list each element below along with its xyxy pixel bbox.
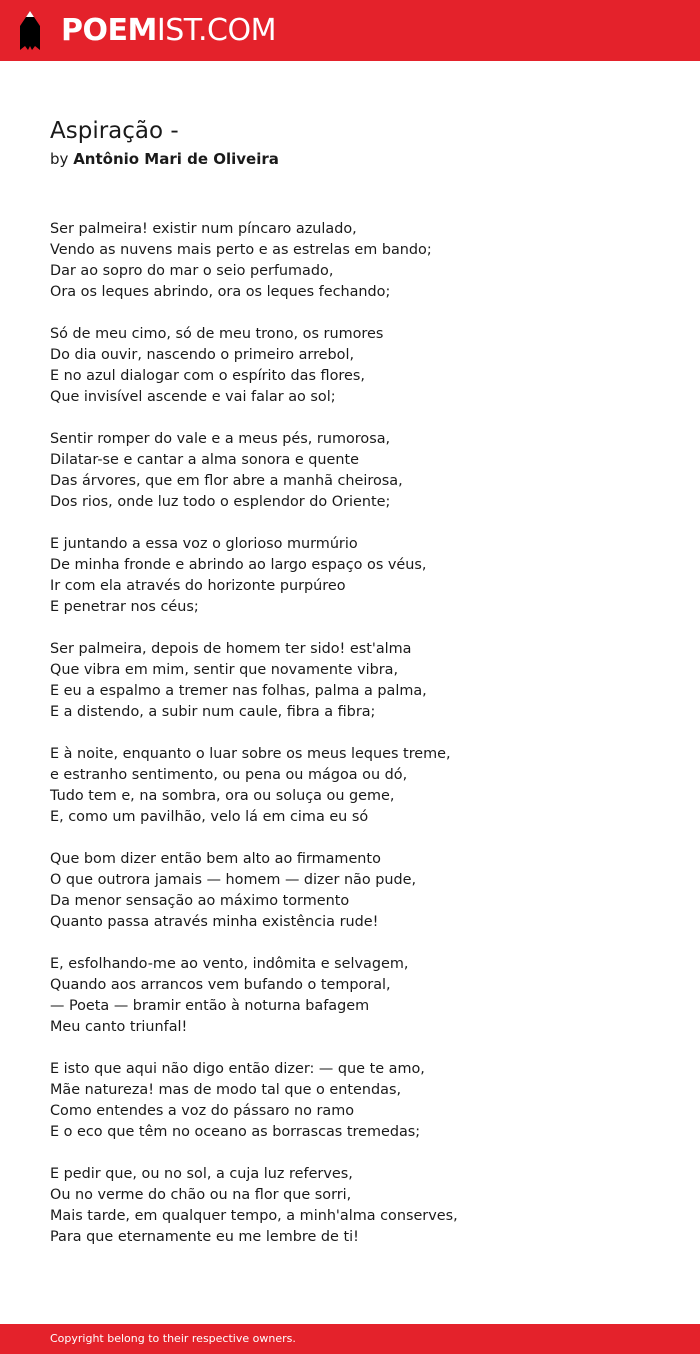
stanza (50, 1164, 670, 1248)
copyright-text: Copyright belong to their respective owners. (50, 1332, 296, 1345)
byline-prefix: by (50, 150, 69, 168)
poem-body (50, 219, 670, 1269)
poem-line: Das árvores, que em flor abre a manhã cheirosa, (50, 473, 403, 489)
poem-line: Que invisível ascende e vai falar ao sol; (50, 389, 336, 405)
pencil-icon (18, 10, 42, 52)
poem-line: Como entendes a voz do pássaro no ramo (50, 1103, 355, 1119)
poem-line: E, como um pavilhão, velo lá em cima eu só (50, 809, 369, 825)
stanza (50, 534, 670, 618)
poem-line: Dar ao sopro do mar o seio perfumado, (50, 263, 334, 279)
site-header (0, 0, 700, 61)
stanza (50, 639, 670, 723)
poem-line: E a distendo, a subir num caule, fibra a fibra; (50, 704, 376, 720)
poem-line: E no azul dialogar com o espírito das flores, (50, 368, 365, 384)
poem-line: O que outrora jamais — homem — dizer não pude, (50, 872, 417, 888)
stanza (50, 744, 670, 828)
poem-line: Ir com ela através do horizonte purpúreo (50, 578, 346, 594)
stanza (50, 849, 670, 933)
poem-line: De minha fronde e abrindo ao largo espaço os véus, (50, 557, 427, 573)
poem-header (50, 117, 279, 169)
site-footer (0, 1324, 700, 1354)
poem-line: Ser palmeira, depois de homem ter sido! est'alma (50, 641, 412, 657)
poem-line: E pedir que, ou no sol, a cuja luz referves, (50, 1166, 353, 1182)
poem-line: Quanto passa através minha existência rude! (50, 914, 379, 930)
poem-line: Dilatar-se e cantar a alma sonora e quente (50, 452, 360, 468)
logo-text-light: IST.COM (156, 12, 276, 48)
poem-line: E penetrar nos céus; (50, 599, 199, 615)
poem-line: Da menor sensação ao máximo tormento (50, 893, 350, 909)
poem-line: Ora os leques abrindo, ora os leques fechando; (50, 284, 391, 300)
poem-line: E eu a espalmo a tremer nas folhas, palma a palma, (50, 683, 427, 699)
stanza (50, 1059, 670, 1143)
poem-line: E o eco que têm no oceano as borrascas tremedas; (50, 1124, 421, 1140)
poem-line: Mais tarde, em qualquer tempo, a minh'alma conserves, (50, 1208, 458, 1224)
stanza (50, 219, 670, 303)
poem-title: Aspiração - (50, 118, 179, 144)
stanza (50, 324, 670, 408)
poem-line: Do dia ouvir, nascendo o primeiro arrebol, (50, 347, 355, 363)
stanza (50, 429, 670, 513)
poem-line: Que vibra em mim, sentir que novamente vibra, (50, 662, 399, 678)
poem-line: Para que eternamente eu me lembre de ti! (50, 1229, 359, 1245)
poem-line: E à noite, enquanto o luar sobre os meus leques treme, (50, 746, 451, 762)
logo-text-bold: POEM (61, 12, 157, 48)
stanza (50, 954, 670, 1038)
poem-line: e estranho sentimento, ou pena ou mágoa ou dó, (50, 767, 408, 783)
poem-line: Ser palmeira! existir num píncaro azulado, (50, 221, 357, 237)
poem-line: E isto que aqui não digo então dizer: — que te amo, (50, 1061, 425, 1077)
poem-line: E juntando a essa voz o glorioso murmúrio (50, 536, 358, 552)
poem-line: — Poeta — bramir então à noturna bafagem (50, 998, 370, 1014)
poem-line: Ou no verme do chão ou na flor que sorri, (50, 1187, 352, 1203)
poem-line: Dos rios, onde luz todo o esplendor do Oriente; (50, 494, 391, 510)
poem-line: Quando aos arrancos vem bufando o temporal, (50, 977, 391, 993)
site-logo[interactable] (18, 0, 276, 61)
poem-line: E, esfolhando-me ao vento, indômita e selvagem, (50, 956, 409, 972)
poem-line: Sentir romper do vale e a meus pés, rumorosa, (50, 431, 391, 447)
poem-line: Tudo tem e, na sombra, ora ou soluça ou geme, (50, 788, 395, 804)
poem-line: Vendo as nuvens mais perto e as estrelas em bando; (50, 242, 432, 258)
author-name: Antônio Mari de Oliveira (73, 150, 279, 168)
poem-line: Meu canto triunfal! (50, 1019, 188, 1035)
poem-line: Mãe natureza! mas de modo tal que o entendas, (50, 1082, 402, 1098)
logo-wordmark (61, 12, 276, 48)
byline (50, 149, 279, 169)
poem-line: Só de meu cimo, só de meu trono, os rumores (50, 326, 384, 342)
poem-line: Que bom dizer então bem alto ao firmamento (50, 851, 381, 867)
